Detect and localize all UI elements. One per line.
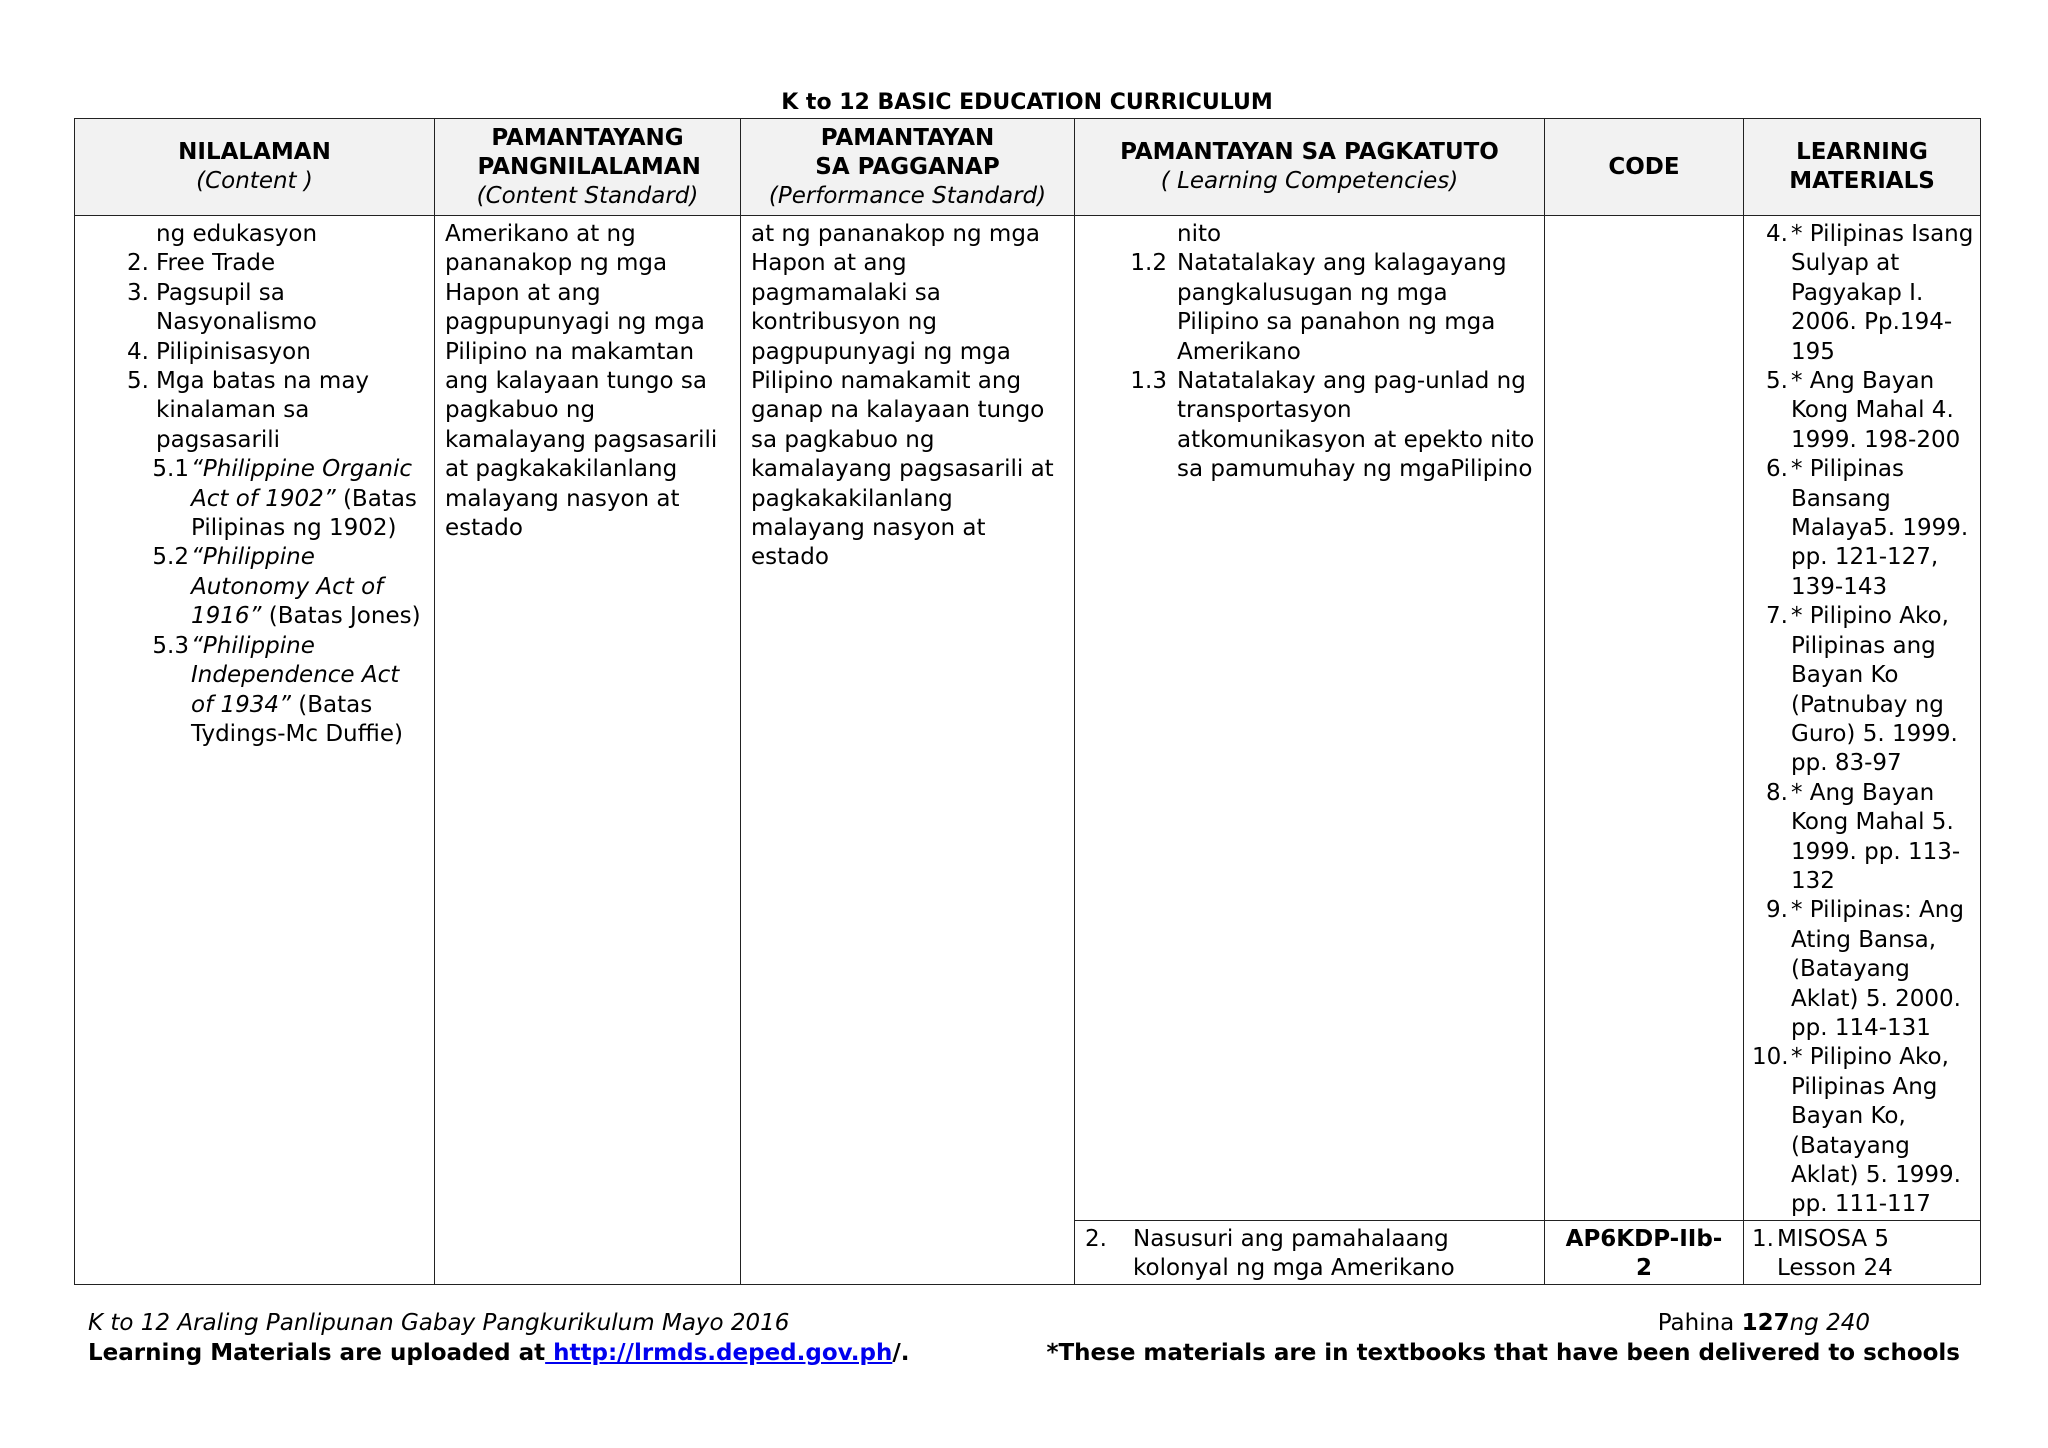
material-item: 9. * Pilipinas: Ang Ating Bansa, (Batayang Aklat) 5. 2000. pp. 114-131	[1766, 897, 1964, 1041]
header-content	[75, 119, 435, 216]
material-item: 4. * Pilipinas Isang Sulyap at Pagyakap I. 2006. Pp.194-195	[1766, 221, 1974, 365]
page-word: Pahina	[1657, 1310, 1742, 1336]
competencies-cell	[1075, 216, 1545, 1221]
footer-right	[1046, 1308, 1960, 1368]
body-row	[75, 216, 1981, 1221]
footer-uploaded-suffix: /.	[892, 1340, 910, 1366]
header-content-standard	[435, 119, 741, 216]
header-sub: ( Learning Competencies)	[1160, 168, 1459, 194]
content-subitem: 5.2 “Philippine Autonomy Act of 1916” (Batas Jones)	[152, 544, 421, 630]
code-cell	[1545, 216, 1744, 1221]
performance-standard-cell	[741, 216, 1075, 1285]
content-standard-cell	[435, 216, 741, 1285]
page-total: ng 240	[1789, 1310, 1870, 1336]
footer-uploaded-text: Learning Materials are uploaded at	[88, 1340, 546, 1366]
content-cell	[75, 216, 435, 1285]
header-learning-materials	[1744, 119, 1981, 216]
competency-item: 1.2 Natatalakay ang kalagayang pangkalusugan ng mga Pilipino sa panahon ng mga Amerikano	[1130, 250, 1507, 365]
content-standard-text: Amerikano at ng pananakop ng mga Hapon at ang pagpupunyagi ng mga Pilipino na makamtan ang kalayaan tungo sa pagkabuo ng kamalayang pagsasarili at pagkakakilanlang malayang nasyon at estado	[445, 221, 718, 542]
materials-cell	[1744, 216, 1981, 1221]
content-item: 2. Free Trade	[127, 250, 276, 277]
material-item: 10. * Pilipino Ako, Pilipinas Ang Bayan Ko, (Batayang Aklat) 5. 1999. pp. 111-117	[1752, 1044, 1961, 1218]
material-item: 1. MISOSA 5 Lesson 24	[1752, 1225, 1893, 1282]
content-subitem: 5.3 “Philippine Independence Act of 1934” (Batas Tydings-Mc Duffie)	[152, 632, 403, 747]
header-main: NILALAMAN	[178, 139, 331, 165]
material-item: 8. * Ang Bayan Kong Mahal 5. 1999. pp. 113-132	[1766, 779, 1961, 894]
material-item: 7. * Pilipino Ako, Pilipinas ang Bayan Ko (Patnubay ng Guro) 5. 1999. pp. 83-97	[1766, 603, 1958, 777]
competency-item: 2. Nasusuri ang pamahalaang kolonyal ng mga Amerikano	[1085, 1225, 1455, 1282]
material-item: 5. * Ang Bayan Kong Mahal 4. 1999. 198-200	[1766, 368, 1961, 453]
content-item: 4. Pilipinisasyon	[127, 338, 311, 365]
footer-note: *These materials are in textbooks that have been delivered to schools	[1046, 1340, 1960, 1366]
lrmds-link[interactable]: http://lrmds.deped.gov.ph	[545, 1340, 893, 1366]
footer-uploaded-line	[88, 1338, 909, 1368]
performance-standard-text: at ng pananakop ng mga Hapon at ang pagmamalaki sa kontribusyon ng pagpupunyagi ng mga Pilipino namakamit ang ganap na kalayaan tungo sa pagkabuo ng kamalayang pagsasarili at pagkakakilanlang malayang nasyon at estado	[751, 221, 1054, 571]
header-main: CODE	[1608, 153, 1680, 180]
footer-left	[88, 1308, 909, 1368]
header-sub: (Performance Standard)	[768, 182, 1047, 209]
header-row	[75, 119, 1981, 216]
content-subitem: 5.1 “Philippine Organic Act of 1902” (Batas Pilipinas ng 1902)	[152, 456, 417, 542]
competencies-cell-second	[1075, 1220, 1545, 1284]
header-main: PAMANTAYAN SA PAGGANAP	[815, 124, 1000, 180]
curriculum-table	[74, 118, 1981, 1285]
content-item: 3. Pagsupil sa Nasyonalismo	[127, 279, 317, 336]
code-cell-second	[1545, 1220, 1744, 1284]
header-main: PAMANTAYAN SA PAGKATUTO	[1120, 139, 1499, 165]
header-performance-standard	[741, 119, 1075, 216]
page-number	[1046, 1308, 1960, 1338]
document-title: K to 12 BASIC EDUCATION CURRICULUM	[781, 90, 1273, 115]
materials-cell-second	[1744, 1220, 1981, 1284]
header-code	[1545, 119, 1744, 216]
competency-continuation: nito	[1177, 221, 1222, 247]
competency-item: 1.3 Natatalakay ang pag-unlad ng transportasyon atkomunikasyon at epekto nito sa pamumuhay ng mgaPilipino	[1130, 368, 1535, 483]
competency-code: AP6KDP-IIb-2	[1565, 1225, 1723, 1282]
header-learning-competencies	[1075, 119, 1545, 216]
header-sub: (Content Standard)	[476, 182, 699, 209]
footer-guide-title: K to 12 Araling Panlipunan Gabay Pangkurikulum Mayo 2016	[88, 1310, 790, 1336]
content-continuation: ng edukasyon	[156, 221, 318, 247]
header-sub: (Content )	[196, 168, 313, 194]
header-main: LEARNING MATERIALS	[1789, 139, 1935, 194]
material-item: 6. * Pilipinas Bansang Malaya5. 1999. pp. 121-127, 139-143	[1766, 456, 1969, 600]
page-current: 127	[1741, 1310, 1790, 1336]
content-item: 5. Mga batas na may kinalaman sa pagsasarili	[127, 368, 370, 453]
header-main: PAMANTAYANG PANGNILALAMAN	[477, 124, 701, 180]
